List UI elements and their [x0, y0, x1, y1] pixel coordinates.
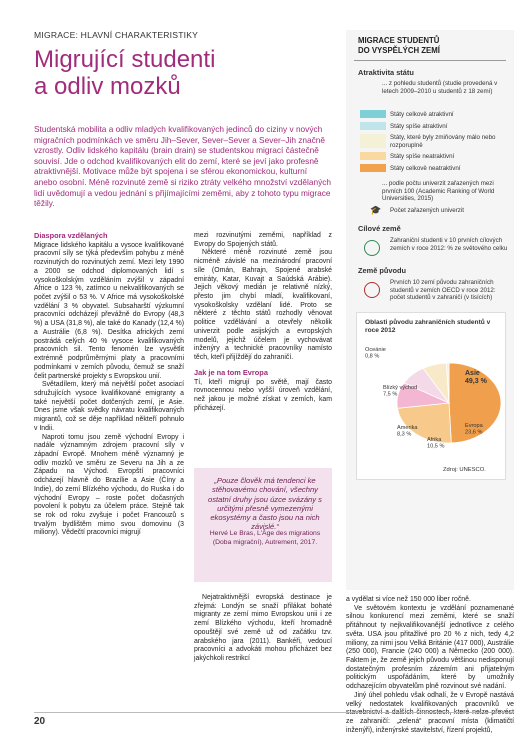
slice-value: 8,3 %: [397, 431, 412, 438]
slice-value: 23,6 %: [465, 429, 483, 436]
slice-label: Amerika: [397, 425, 418, 431]
legend-label: Státy celkově atraktivní: [390, 111, 454, 118]
section-label: MIGRACE: HLAVNÍ CHARAKTERISTIKY: [34, 30, 199, 40]
quote-text: „Pouze člověk má tendenci ke stěhovavému chování, všechny ostatní druhy jsou úzce svázány s určitými přesně vymezenými ekosystémy a často jsou na nich závislé.“: [208, 476, 322, 532]
legend-swatch: [360, 122, 386, 130]
title-line-1: Migrující studenti: [34, 46, 216, 73]
sidebar-title-line-2: DO VYSPĚLÝCH ZEMÍ: [358, 46, 440, 55]
lead-paragraph: Studentská mobilita a odliv mladých kvalifikovaných jedinců do ciziny v nových migračních podmínkách ve směru Jih–Sever, Sever–Sever a Sever–Jih značně vzrostly. Odliv lidského kapitálu (brain drain) se studentskou migrací částečně souvisí. Jde o odchod kvalifikovaných elit do zemí, které se jeví jako profesně atraktivnější. Motivace může být spojena i se sférou ekonomickou, kulturní anebo osobní. Méně rozvinuté země si riziko ztráty velkého množství vzdělaných lidí uvědomují a vedou jednání s přijímajícími zeměmi, aby z tohoto typu migrace těžily.: [34, 124, 331, 209]
slice-value: 49,3 %: [465, 378, 487, 385]
heading-diaspora: Diaspora vzdělaných: [34, 231, 108, 240]
divider: [354, 60, 506, 61]
paragraph: Naproti tomu jsou země východní Evropy i nadále významným zdrojem pracovní síly v západní Evropě. Mnohem méně významný je odliv mozků ve směru ze Severu na Jih a ze Západu na Východ. Evropští pracovníci odcházejí hlavně do Brazílie a Asie (Číny a Indie), do zemí Blízkého východu, do Ruska i do východní Evropy – roste počet dočasných povolení k pobytu za účelem práce. Stejně tak se rok od roku zvyšuje i počet Francouzů s trvalým bydlištěm mimo svou domovinu (3 miliony). Vědečtí pracovníci migrují: [34, 433, 184, 537]
graduation-cap-icon: 🎓: [370, 205, 382, 215]
circle-icon: [364, 282, 380, 298]
slice-label: Blízký východ: [383, 385, 418, 391]
univ-legend: Počet zařazených univerzit: [390, 207, 464, 214]
attract-subtext: ... z pohledu studentů (studie provedená v letech 2009–2010 u studentů z 18 zemí): [382, 80, 498, 95]
sidebar-title-line-1: MIGRACE STUDENTŮ: [358, 36, 440, 45]
pie-chart-panel: [356, 312, 506, 480]
slice-label: Evropa: [465, 423, 483, 429]
paragraph: Některé méně rozvinuté země jsou nicméně závislé na mezinárodní pracovní síle (Omán, Bahrajn, Spojené arabské emiráty, Katar, Kuvajt a Saúdská Arábie). Jejich věkový medián je relativně nízký, přesto jim chybí mladí, kvalifikovaní, vysokoškolsky vzdělaní lidé. Proto se některé z těchto států rozhodly věnovat politice vzdělávání a otevřely několik univerzit podle asijských a evropských modelů, jejichž účelem je vychovávat inženýry a technické pracovníky namísto těch, kteří přijíždějí do zahraničí.: [194, 249, 332, 362]
paragraph: mezi rozvinutými zeměmi, například z Evropy do Spojených států.: [194, 232, 332, 248]
target-text: Zahraniční studenti v 10 prvních cílových zemích v roce 2012: % ze světového celku: [390, 237, 508, 252]
origin-heading: Země původu: [358, 266, 407, 275]
slice-value: 10,5 %: [427, 443, 445, 450]
slice-label: Asie: [465, 370, 480, 377]
paragraph: a vydělat si více než 150 000 liber ročně.: [346, 596, 471, 603]
target-heading: Cílové země: [358, 224, 401, 233]
legend-swatch: [360, 152, 386, 160]
origin-text: Prvních 10 zemí původu zahraničních studentů v zemích OECD v roce 2012: počet studentů v zahraničí (v tisících): [390, 279, 496, 302]
paragraph: Tí, kteří migrují po světě, mají často rovnocennou nebo vyšší úroveň vzdělání, než jakou je možné získat v zemích, kam přicházejí.: [194, 378, 332, 412]
legend-swatch: [360, 134, 386, 148]
paragraph: Migrace lidského kapitálu a vysoce kvalifikované pracovní síly se týká především pohybu z méně rozvinutých do rozvinutých zemí. Mezi lety 1990 a 2000 se odchod diplomovaných lidí s vysokoškolským vzděláním zvýšil v západní Africe o 123 %, zatímco u nekvalifikovaných se počet zvýšil o 53 %. V Africe má vysokoškolské vzdělání 3 % obyvatel. Subsaharští výzkumní pracovníci odcházejí převážně do Evropy (48,3 %) a USA (31,8 %), ale také do Kanady (12,4 %) a Austrálie (6,8 %). Desítka afrických zemí postrádá celých 40 % vysoce kvalifikovaných pracovních sil. Tento fenomén lze vysvětlit extrémně podprůměrnými platy a pracovními podmínkami v zemích původu, čemuž se snaží čelit partnerské projekty s Evropskou unií.: [34, 241, 184, 380]
paragraph: Světadílem, který má největší počet asociací sdružujících vysoce kvalifikované emigranty a také největší počet dotčených zemí, je Asie. Dnes jsme však svědky návratu kvalifikovaných migrantů, což se děje například někteří pohnulo v Indii.: [34, 381, 184, 432]
slice-label: Afrika: [427, 437, 442, 443]
slice-label: Oceánie: [365, 347, 386, 353]
column-2-top: [194, 232, 332, 462]
legend-swatch: [360, 164, 386, 172]
title-line-2: a odliv mozků: [34, 73, 181, 100]
sidebar-infobox: [346, 30, 514, 590]
quote-box: [194, 468, 332, 582]
page-number: 20: [34, 716, 46, 727]
pie-chart: [357, 337, 507, 465]
footer-divider: [34, 712, 514, 713]
paragraph: Ve světovém kontextu je vzdělání poznamenané silnou konkurencí mezi zeměmi, které se snaží přitáhnout ty nejkvalifikovanější jednotlivce z celého světa. USA jsou přitažlivé pro 20 % z nich, tedy 4,2 miliony, za nimi jsou Velká Británie (417 000), Austrálie (250 000), Francie (240 000) a Německo (200 000). Faktem je, že země jejich původu většinou nedisponují dostatečným profesním zázemím ani přijatelným politickým uspořádáním, které by umožnily odchazejícím obyvatelům plně rozvinout své nadání.: [346, 604, 514, 691]
legend-label: Státy spíše neatraktivní: [390, 153, 455, 160]
attract-heading: Atraktivita státu: [358, 68, 414, 77]
heading-europa: Jak je na tom Evropa: [194, 367, 268, 377]
paragraph: Jiný úhel pohledu však odhalí, že v Evropě nastává velký nedostatek kvalifikovaných pracovníků ve ze zahraničí: „zelená“ pracovní místa (klimatičtí inženýři), inženýrské stavitelství, řízení projektů,: [346, 691, 514, 734]
univ-text: ... podle počtu univerzit zařazených mezi prvních 100 (Academic Ranking of World Universities, 2015): [382, 180, 495, 203]
sidebar-title: [346, 36, 514, 56]
circle-icon: [364, 240, 380, 256]
quote-source: Hervé Le Bras, L'Âge des migrations (Doba migrační), Autrement, 2017.: [209, 530, 321, 546]
chart-source: Zdroj: UNESCO.: [443, 467, 486, 473]
legend-label: Státy spíše atraktivní: [390, 123, 448, 130]
page-title: [34, 46, 324, 100]
paragraph: Nejatraktivnější evropská destinace je zřejmá: Londýn se snaží přilákat bohaté migranty ze zemí mimo Evropskou unii i ze zemí Blízkého východu, kteří hromadně opouštějí své země už od začátku tzv. arabského jara (2011). Bankéři, vedoucí pracovníci a advokáti mohou přicházet bez jakýchkoli restrikcí: [194, 594, 332, 663]
column-1: [34, 232, 184, 712]
slice-value: 7,5 %: [383, 391, 398, 398]
column-2-bottom: [194, 594, 332, 710]
legend-label: Státy, které byly zmiňovány málo nebo rozporuplně: [390, 134, 496, 149]
legend-swatch: [360, 110, 386, 118]
legend-label: Státy celkově neatraktivní: [390, 165, 461, 172]
column-3: [346, 596, 514, 734]
chart-title: Oblasti původu zahraničních studentů v roce 2012: [365, 319, 491, 334]
slice-value: 0,8 %: [365, 353, 380, 360]
